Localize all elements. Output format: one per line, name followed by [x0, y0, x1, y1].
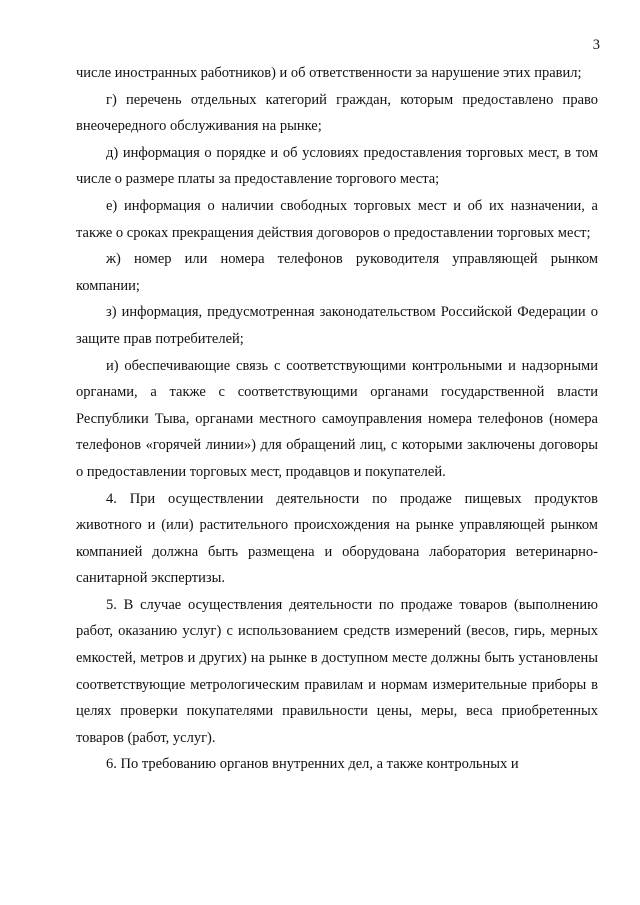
paragraph-item-e: е) информация о наличии свободных торговых мест и об их назначении, а также о сроках прекращения действия договоров о предоставлении торговых мест;	[76, 197, 598, 241]
paragraph-item-z: з) информация, предусмотренная законодательством Российской Федерации о защите прав потребителей;	[76, 304, 598, 347]
paragraph-point-4: 4. При осуществлении деятельности по продаже пищевых продуктов животного и (или) растительного происхождения на рынке управляющей рынком компанией должна быть размещена и оборудована лаборатория ветеринарно-санитарной экспертизы.	[76, 490, 598, 587]
paragraph-continuation: числе иностранных работников) и об ответственности за нарушение этих правил;	[76, 65, 582, 81]
paragraph-item-i: и) обеспечивающие связь с соответствующими контрольными и надзорными органами, а также с соответствующими органами государственной власти Республики Тыва, органами местного самоуправления номера телефонов (номера телефонов «горячей линии») для обращений лиц, с которыми заключены договоры о предоставлении торговых мест, продавцов и покупателей.	[76, 357, 598, 480]
paragraph-point-5: 5. В случае осуществления деятельности по продаже товаров (выполнению работ, оказанию услуг) с использованием средств измерений (весов, гирь, мерных емкостей, метров и других) на рынке в доступном месте должны быть установлены соответствующие метрологическим правилам и нормам измерительные приборы в целях проверки покупателями правильности цены, меры, веса приобретенных товаров (работ, услуг).	[76, 596, 598, 746]
paragraph-point-6: 6. По требованию органов внутренних дел, а также контрольных и	[106, 756, 519, 773]
paragraph-item-g: г) перечень отдельных категорий граждан, которым предоставлено право внеочередного обслуживания на рынке;	[76, 91, 598, 135]
paragraph-item-zh: ж) номер или номера телефонов руководителя управляющей рынком компании;	[76, 251, 598, 294]
paragraph-item-d: д) информация о порядке и об условиях предоставления торговых мест, в том числе о размере платы за предоставление торгового места;	[76, 144, 598, 188]
page-number: 3	[592, 37, 600, 53]
document-body	[76, 60, 598, 778]
